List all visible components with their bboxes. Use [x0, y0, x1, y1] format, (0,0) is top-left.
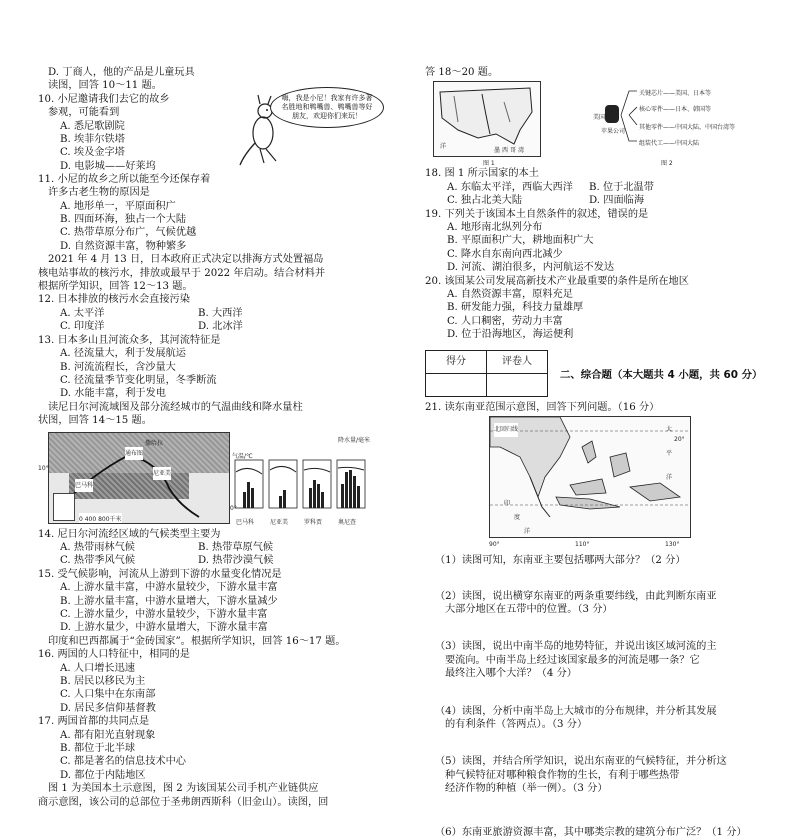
- label-110deg: 110°: [575, 541, 590, 549]
- q11-option-d: D. 自然资源丰富，物种繁多: [60, 240, 187, 252]
- q13-option-d: D. 水能丰富，利于发电: [60, 388, 166, 400]
- subq-6: [425, 826, 770, 839]
- niger-figure: [38, 432, 398, 528]
- label-pacific-3: 洋: [666, 474, 673, 482]
- q20-option-b: B. 研发能力强，科技力量雄厚: [447, 302, 584, 314]
- q9-option-d: D. 丁商人，他的产品是儿童玩具: [48, 67, 195, 78]
- map-legend: [53, 493, 75, 521]
- score-label: 得分: [426, 350, 487, 373]
- q19-option-d: D. 河流、湖泊很多，内河航运不发达: [447, 262, 615, 274]
- q15-option-d: D. 上游水量少，中游水量增大，下游水量丰富: [60, 622, 268, 634]
- subq-3: [425, 640, 770, 680]
- q14-stem: 14. 尼日尔河流经区域的气候类型主要为: [38, 528, 221, 540]
- q10-block: [38, 93, 398, 172]
- intro-18-20-line1: 图 1 为美国本土示意图，图 2 为该国某公司手机产业链供应: [48, 783, 319, 795]
- subq-3-text-3: 最终注入哪个大洋？（4 分）: [445, 668, 577, 680]
- q11-option-a: A. 地形单一，平原面积广: [60, 200, 176, 212]
- section-2-title: 二、综合题（本大题共 4 小题，共 60 分）: [560, 369, 763, 382]
- supplier-assembly: 组装代工——中国大陆: [639, 140, 700, 148]
- q10-option-a: A. 悉尼歌剧院: [60, 120, 125, 132]
- label-90deg: 90°: [489, 541, 500, 549]
- climate-temp-label: 气温/℃: [232, 452, 253, 460]
- label-pacific-2: 平: [666, 450, 673, 458]
- subq-5: [425, 755, 770, 795]
- q18-option-c: C. 独占北美大陆: [447, 195, 523, 207]
- figure-2-label: 图 2: [661, 160, 673, 168]
- q13-option-c: C. 径流量季节变化明显，冬季断流: [60, 374, 217, 386]
- subq-1: [425, 554, 770, 567]
- q16-option-c: C. 人口集中在东南部: [60, 689, 156, 701]
- usa-map-outline: [434, 82, 540, 156]
- subq-4: [425, 705, 770, 732]
- q20-option-c: C. 人口稠密，劳动力丰富: [447, 315, 563, 327]
- q11-option-c: C. 热带草原分布广，气候优越: [60, 227, 197, 239]
- climate-chart-lokoja: [303, 460, 331, 508]
- q17-stem: 17. 两国首都的共同点是: [38, 716, 150, 728]
- intro-14-15-line2: 状图，回答 14～15 题。: [38, 415, 152, 427]
- supply-chain-brace: [619, 85, 639, 155]
- right-column: [425, 67, 770, 839]
- q16-option-b: B. 居民以移民为主: [60, 676, 146, 687]
- q14-option-c: C. 热带季风气候: [60, 555, 136, 567]
- q15-option-c: C. 上游水量少，中游水量较少，下游水量丰富: [60, 608, 268, 620]
- q16-option-d: D. 居民多信仰基督教: [60, 702, 156, 714]
- supplier-core-parts: 核心零件——日本、韩国等: [639, 106, 712, 114]
- climate-chart-onitsha: [337, 460, 365, 508]
- grader-cell[interactable]: [487, 373, 548, 396]
- q12-option-d: D. 北冰洋: [198, 321, 243, 333]
- label-bamako: 巴马科: [75, 479, 93, 492]
- intro-14-15-line1: 读尼日尔河流域图及部分流经城市的气温曲线和降水量柱: [48, 401, 303, 413]
- q19-option-c: C. 降水自东南向西北减少: [447, 248, 563, 260]
- q19-option-b: B. 平原面积广大，耕地面积广大: [447, 235, 594, 247]
- label-mexico-3: 哥: [510, 147, 517, 155]
- q20-stem: 20. 该国某公司发展高新技术产业最重要的条件是所在地区: [425, 275, 689, 287]
- subq-4-text-2: 的有利条件（答两点）。（3 分）: [445, 718, 588, 730]
- label-gulf: 湾: [518, 147, 525, 155]
- intro-18-20-line2: 商示意图，该公司的总部位于圣弗朗西斯科（旧金山）。读图，回: [38, 796, 329, 808]
- climate-chart-bamako: [235, 460, 263, 508]
- scale-bar: 0 400 800千米: [79, 513, 122, 524]
- label-indian-1: 印: [504, 500, 511, 508]
- label-usa: 美国: [593, 114, 606, 122]
- left-column: [38, 66, 398, 809]
- subq-6-text: （6）东南亚旅游资源丰富，其中哪类宗教的建筑分布广泛？（1 分）: [435, 826, 747, 838]
- q11-stem: 11. 小尼的故乡之所以能至今还保存着: [38, 173, 211, 185]
- intro-12-13-line3: 根据所学知识，回答 12～13 题。: [38, 281, 193, 293]
- q15-stem: 15. 受气候影响，河流从上游到下游的水量变化情况是: [38, 568, 282, 580]
- q10-option-c: C. 埃及金字塔: [60, 147, 125, 159]
- q13-option-b: B. 河流流程长，含沙量大: [60, 361, 176, 373]
- q20-option-a: A. 自然资源丰富，原料充足: [447, 289, 573, 301]
- q13-stem: 13. 日本多山且河流众多，其河流特征是: [38, 334, 221, 346]
- chart-label-niamey: 尼亚美: [270, 518, 289, 526]
- label-apple: 苹果公司: [601, 128, 626, 136]
- intro-16-17: 印度和巴西都属于“金砖国家”。根据所学知识，回答 16～17 题。: [48, 635, 346, 647]
- map-longitudes: [489, 538, 689, 548]
- speech-bubble: 嗨，我是小尼！我家有许多著名胜地和鸭嘴兽、鸭嘴兽等好朋友，欢迎你们来玩！: [270, 87, 384, 128]
- label-ocean: 洋: [440, 143, 447, 151]
- label-pacific-1: 太: [666, 426, 673, 434]
- q12-stem: 12. 日本排放的核污水会直接污染: [38, 294, 190, 306]
- climate-precip-label: 降水量/毫米: [338, 436, 371, 444]
- q16-option-a: A. 人口增长迅速: [60, 662, 135, 674]
- subq-3-text-1: （3）读图，说出中南半岛的地势特征，并说出该区域河流的主: [435, 641, 717, 653]
- climate-chart-niamey: [269, 460, 297, 508]
- intro-18-20-cont: 答 18～20 题。: [425, 67, 499, 78]
- q17-option-b: B. 都位于北半球: [60, 743, 136, 755]
- supply-chain-diagram: [593, 85, 763, 155]
- q10-stem: 10. 小尼邀请我们去它的故乡: [38, 93, 170, 105]
- subq-2: [425, 590, 770, 617]
- subq-1-text: （1）读图可知，东南亚主要包括哪两大部分？（2 分）: [435, 555, 686, 567]
- intro-12-13-line2: 核电站事故的核污水，排放或最早于 2022 年启动。结合材料并: [38, 267, 326, 279]
- q19-option-a: A. 地形南北纵列分布: [447, 222, 543, 234]
- label-20deg: 20°: [674, 436, 685, 444]
- lat-10: 10°: [38, 464, 49, 472]
- southeast-asia-map: [489, 416, 691, 538]
- label-indian-2: 度: [514, 514, 521, 522]
- q12-option-b: B. 大西洋: [198, 307, 243, 319]
- usa-map: [433, 81, 541, 157]
- q17-option-a: A. 都有阳光直射现象: [60, 729, 156, 741]
- apple-logo-icon: [605, 105, 619, 123]
- niger-map: [48, 432, 230, 524]
- q19-stem: 19. 下列关于该国本土自然条件的叙述，错误的是: [425, 208, 649, 220]
- q18-option-a: A. 东临太平洋，西临大西洋: [447, 181, 573, 193]
- supplier-other-parts: 其他零件——中国大陆、中国台湾等: [639, 124, 736, 132]
- subq-5-text-1: （5）读图，并结合所学知识，说出东南亚的气候特征，并分析这: [435, 756, 727, 768]
- subq-2-text-2: 大部分地区在五带中的位置。（3 分）: [445, 603, 613, 615]
- label-indian-3: 洋: [524, 528, 531, 536]
- subq-4-text-1: （4）读图，分析中南半岛上大城市的分布规律，并分析其发展: [435, 705, 717, 717]
- q15-option-b: B. 上游水量丰富，中游水量增大，下游水量减少: [60, 595, 278, 607]
- q11-stem-cont: 许多古老生物的原因是: [48, 187, 150, 199]
- q12-option-a: A. 太平洋: [60, 307, 105, 319]
- label-mexico-2: 西: [502, 147, 509, 155]
- q18-option-d: D. 四面临海: [589, 195, 645, 207]
- q21-stem: 21. 读东南亚范围示意图，回答下列问题。（16 分）: [425, 401, 660, 413]
- q17-option-d: D. 都位于内陆地区: [60, 769, 146, 781]
- subq-3-text-2: 要流向。中南半岛上经过该国家最多的河流是哪一条？它: [445, 654, 700, 666]
- score-table: [425, 350, 548, 397]
- q10-option-d: D. 电影城——好莱坞: [60, 160, 156, 172]
- q20-option-d: D. 位于沿海地区，海运便利: [447, 329, 574, 341]
- usa-figures: [425, 81, 770, 167]
- grader-label: 评卷人: [487, 350, 548, 373]
- lat-0: 0°: [230, 504, 237, 512]
- subq-5-text-3: 经济作物的种植（举一例）。（3 分）: [445, 783, 608, 795]
- q15-option-a: A. 上游水量丰富，中游水量较少，下游水量丰富: [60, 582, 278, 594]
- chart-label-lokoja: 罗科贾: [304, 518, 323, 526]
- q12-option-c: C. 印度洋: [60, 321, 105, 333]
- label-timbuktu: 通布图: [125, 447, 143, 460]
- q17-option-c: C. 都是著名的信息技术中心: [60, 756, 186, 768]
- q18-stem: 18. 图 1 所示国家的本土: [425, 168, 539, 180]
- figure-1-label: 图 1: [483, 160, 495, 168]
- subq-2-text-1: （2）读图，说出横穿东南亚的两条重要纬线，由此判断东南亚: [435, 590, 717, 602]
- supplier-chips: 关键芯片——美国、日本等: [639, 90, 712, 98]
- section-2-header: [425, 346, 770, 397]
- q13-option-a: A. 径流量大，利于发展航运: [60, 348, 186, 360]
- climate-charts: [233, 458, 368, 514]
- label-sahara: 撒哈拉: [145, 439, 164, 447]
- label-mexico-1: 墨: [494, 147, 501, 155]
- q16-stem: 16. 两国的人口特征中，相同的是: [38, 649, 190, 661]
- q10-option-b: B. 埃菲尔铁塔: [60, 134, 125, 146]
- q10-stem-cont: 参观，可能看到: [48, 107, 120, 119]
- intro-12-13-line1: 2021 年 4 月 13 日，日本政府正式决定以排海方式处置福岛: [48, 254, 324, 266]
- score-cell[interactable]: [426, 373, 487, 396]
- chart-label-onitsha: 奥尼查: [338, 518, 357, 526]
- q14-option-b: B. 热带草原气候: [198, 541, 274, 553]
- label-niamey: 尼亚美: [153, 467, 171, 480]
- label-tropic-cancer: 北回归线: [494, 423, 518, 436]
- q11-option-b: B. 四面环海，独占一个大陆: [60, 214, 187, 226]
- q18-option-b: B. 位于北温带: [589, 181, 654, 193]
- chart-label-bamako: 巴马科: [236, 518, 255, 526]
- subq-5-text-2: 种气候特征对哪种粮食作物的生长，有利于哪些热带: [445, 769, 680, 781]
- q14-option-a: A. 热带雨林气候: [60, 541, 135, 553]
- intro-10-11: 读图，回答 10～11 题。: [48, 80, 162, 92]
- label-130deg: 130°: [665, 541, 680, 549]
- q14-option-d: D. 热带沙漠气候: [198, 555, 274, 567]
